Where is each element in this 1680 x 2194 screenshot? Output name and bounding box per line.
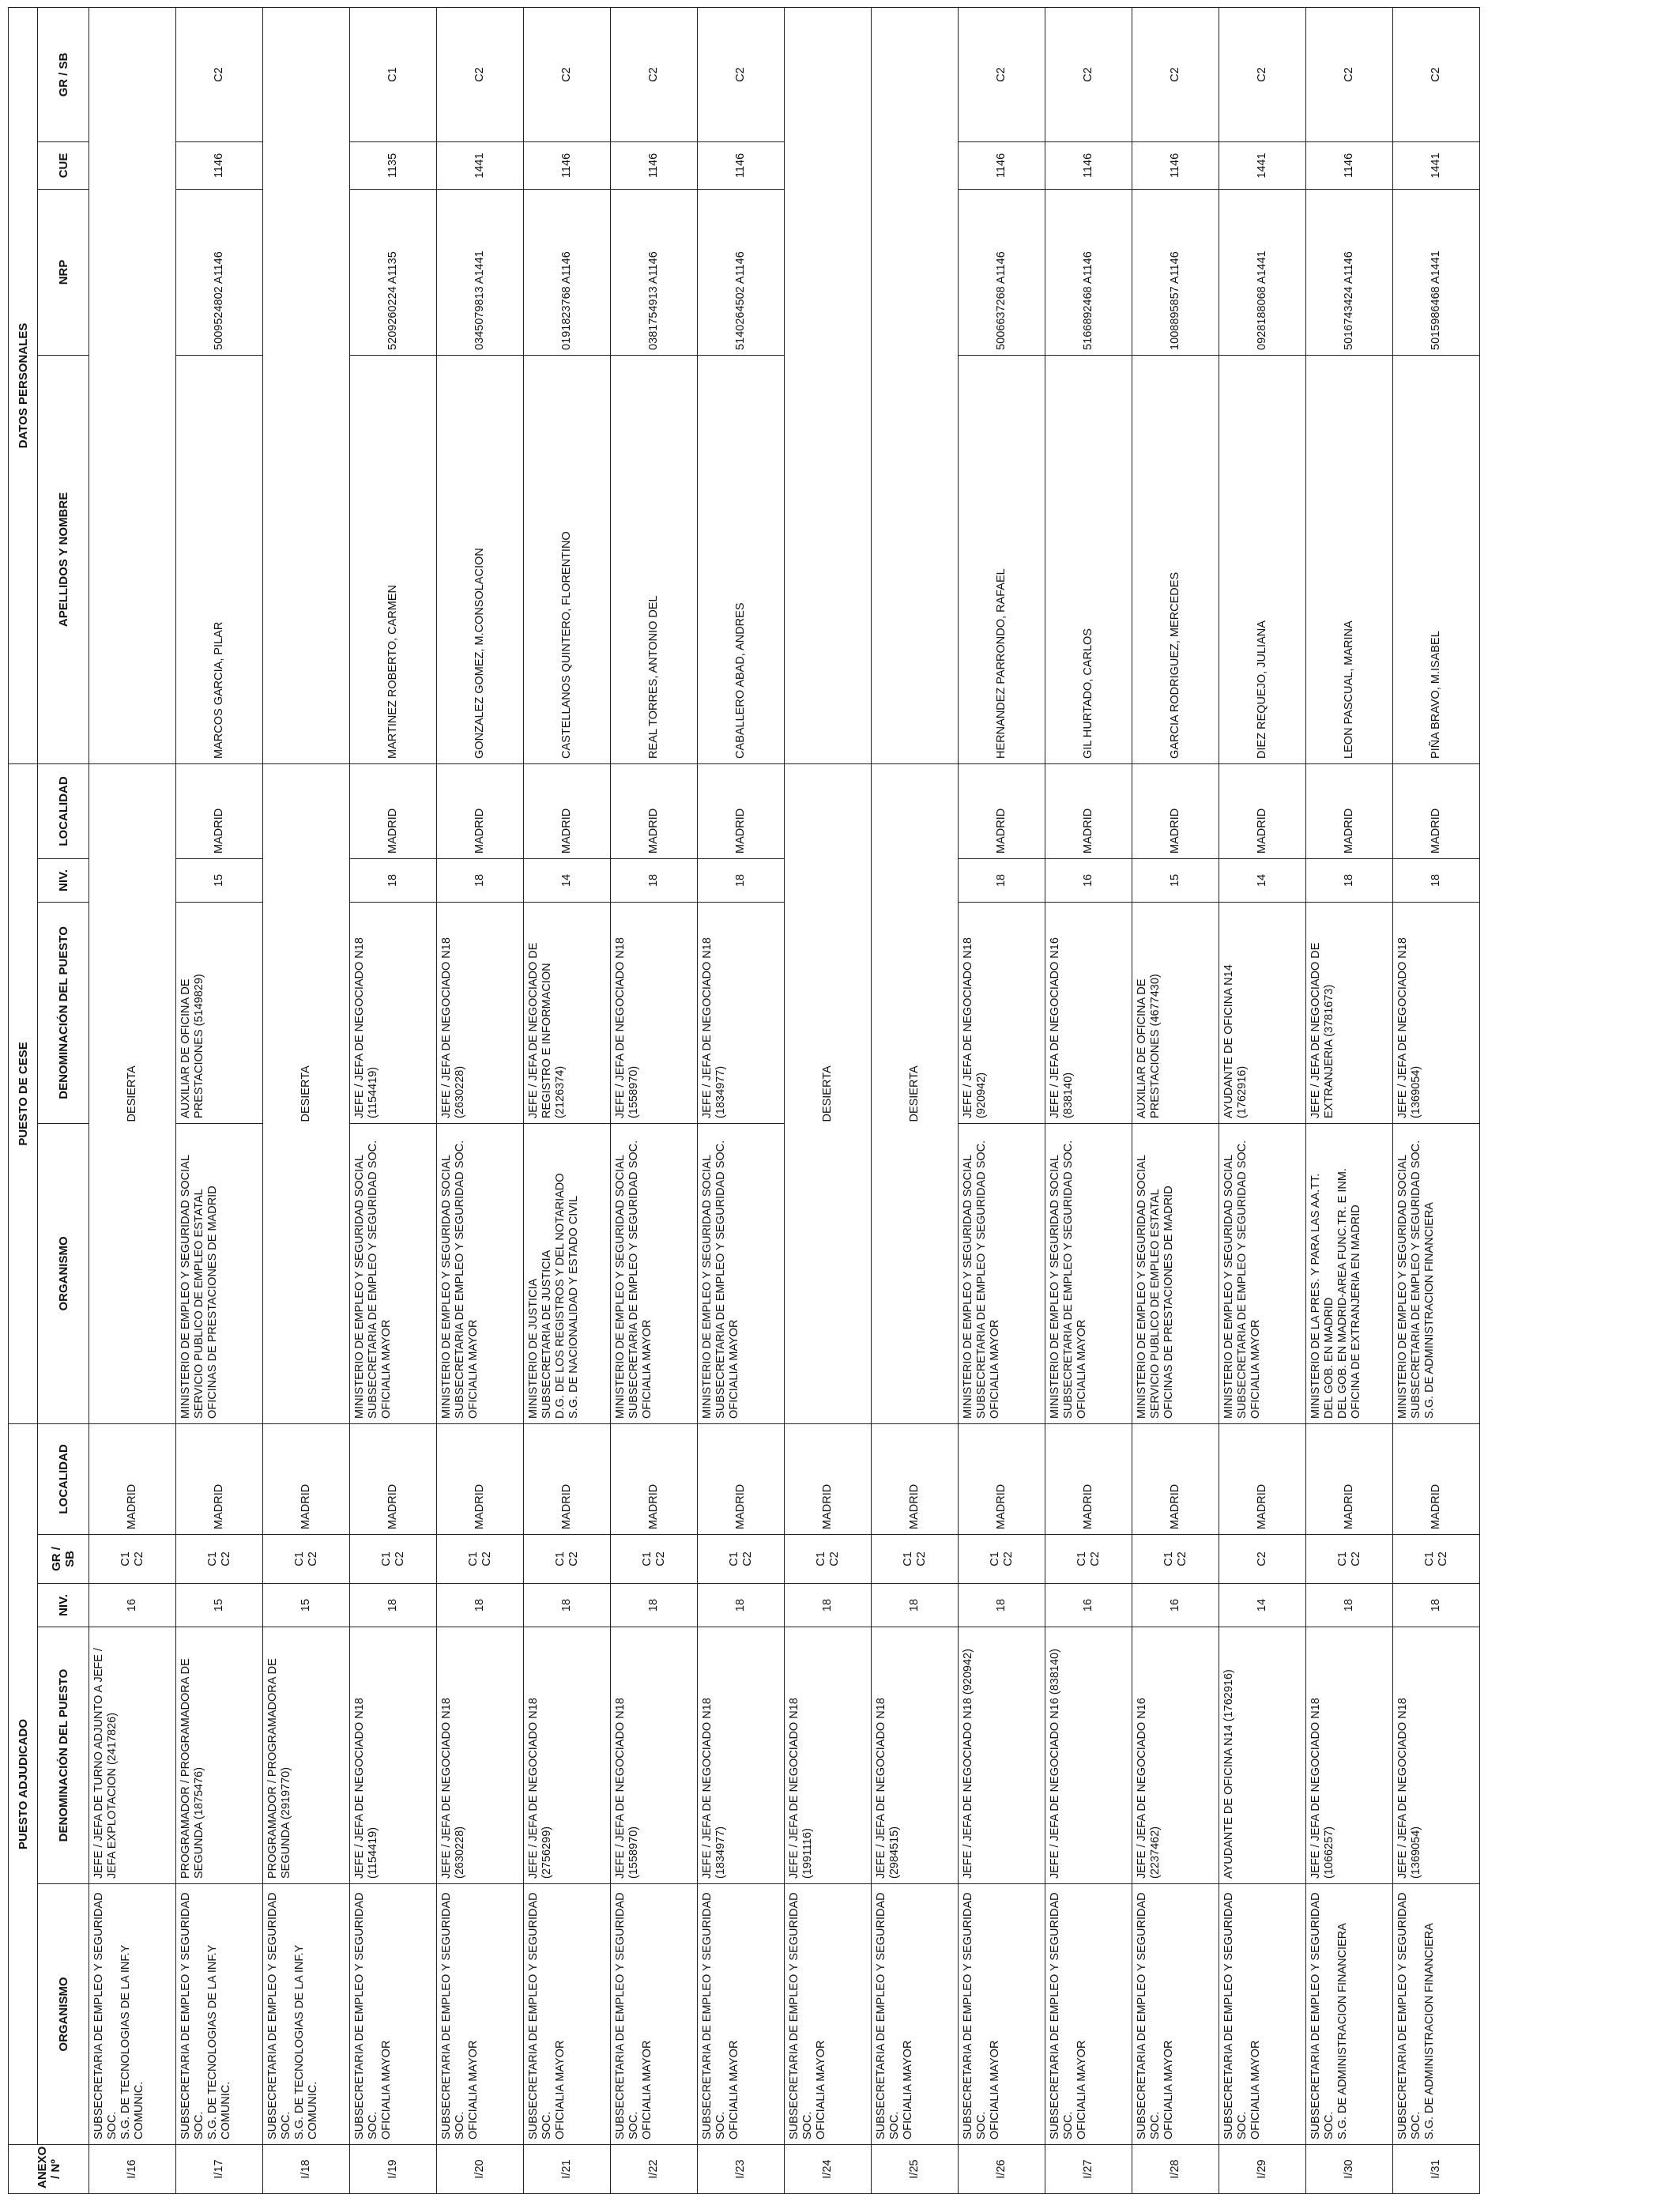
empty-personal-data-cell: [89, 7, 176, 763]
adj-localidad-cell: MADRID: [698, 1423, 785, 1534]
ces-organismo-cell: MINISTERIO DE LA PRES. Y PARA LAS AA.TT. DEL GOB. EN MADRID DEL GOB. EN MADRID-AREA FUNC.TR. E INM. OFICINA DE EXTRANJERIA EN MADRID: [1306, 1123, 1393, 1423]
cue-cell: 1146: [1045, 141, 1132, 189]
adj-organismo-cell: SUBSECRETARIA DE EMPLEO Y SEGURIDAD SOC. OFICIALIA MAYOR: [698, 1884, 785, 2145]
cue-cell: 1146: [698, 141, 785, 189]
adj-niv-cell: 18: [1306, 1584, 1393, 1627]
table-row: [1219, 7, 1306, 2193]
ces-localidad-cell: MADRID: [1393, 763, 1480, 858]
adj-niv-cell: 18: [437, 1584, 524, 1627]
adj-gr-sb-cell: C1 C2: [437, 1535, 524, 1584]
ces-niv-cell: 18: [1306, 858, 1393, 902]
ces-localidad-cell: MADRID: [176, 763, 263, 858]
cue-cell: 1146: [611, 141, 698, 189]
ces-organismo-cell: MINISTERIO DE JUSTICIA SUBSECRETARIA DE JUSTICIA D.G. DE LOS REGISTROS Y DEL NOTARIADO S.G. DE NACIONALIDAD Y ESTADO CIVIL: [524, 1123, 611, 1423]
adj-localidad-cell: MADRID: [1045, 1423, 1132, 1534]
anexo-cell: I/22: [611, 2145, 698, 2194]
adj-localidad-cell: MADRID: [1132, 1423, 1219, 1534]
ces-localidad-cell: MADRID: [611, 763, 698, 858]
group-header-row: [9, 7, 38, 2193]
col-header-adj-localidad: LOCALIDAD: [38, 1423, 89, 1534]
desierta-cell: DESIERTA: [263, 763, 350, 1423]
adj-niv-cell: 15: [176, 1584, 263, 1627]
col-header-ces-niv: NIV.: [38, 858, 89, 902]
nrp-cell: 5009524802 A1146: [176, 189, 263, 355]
gr-sb-cell: C2: [611, 7, 698, 141]
adj-niv-cell: 18: [872, 1584, 959, 1627]
adj-niv-cell: 15: [263, 1584, 350, 1627]
apellidos-nombre-cell: LEON PASCUAL, MARINA: [1306, 355, 1393, 763]
apellidos-nombre-cell: GARCIA RODRIGUEZ, MERCEDES: [1132, 355, 1219, 763]
anexo-cell: I/18: [263, 2145, 350, 2194]
apellidos-nombre-cell: HERNANDEZ PARRONDO, RAFAEL: [959, 355, 1045, 763]
ces-organismo-cell: MINISTERIO DE EMPLEO Y SEGURIDAD SOCIAL SUBSECRETARIA DE EMPLEO Y SEGURIDAD SOC. OFICIALIA MAYOR: [698, 1123, 785, 1423]
adj-organismo-cell: SUBSECRETARIA DE EMPLEO Y SEGURIDAD SOC. OFICIALIA MAYOR: [959, 1884, 1045, 2145]
nrp-cell: 0928188068 A1441: [1219, 189, 1306, 355]
ces-denominacion-cell: JEFE / JEFA DE NEGOCIADO N18 (1558970): [611, 902, 698, 1123]
adj-localidad-cell: MADRID: [437, 1423, 524, 1534]
anexo-cell: I/30: [1306, 2145, 1393, 2194]
adj-localidad-cell: MADRID: [176, 1423, 263, 1534]
ces-niv-cell: 18: [350, 858, 437, 902]
resolution-table: [8, 7, 1480, 2194]
gr-sb-cell: C2: [1306, 7, 1393, 141]
group-header-datos-personales: DATOS PERSONALES: [9, 7, 38, 763]
table-row: [263, 7, 350, 2193]
gr-sb-cell: C2: [176, 7, 263, 141]
adj-localidad-cell: MADRID: [1306, 1423, 1393, 1534]
col-header-adj-organismo: ORGANISMO: [38, 1884, 89, 2145]
adj-gr-sb-cell: C2: [1219, 1535, 1306, 1584]
col-header-nrp: NRP: [38, 189, 89, 355]
adj-denominacion-cell: JEFE / JEFA DE NEGOCIADO N18 (1369054): [1393, 1627, 1480, 1884]
ces-denominacion-cell: JEFE / JEFA DE NEGOCIADO N16 (838140): [1045, 902, 1132, 1123]
cue-cell: 1146: [959, 141, 1045, 189]
adj-niv-cell: 18: [611, 1584, 698, 1627]
ces-localidad-cell: MADRID: [1132, 763, 1219, 858]
anexo-cell: I/31: [1393, 2145, 1480, 2194]
ces-organismo-cell: MINISTERIO DE EMPLEO Y SEGURIDAD SOCIAL SUBSECRETARIA DE EMPLEO Y SEGURIDAD SOC. OFICIALIA MAYOR: [437, 1123, 524, 1423]
col-header-ces-localidad: LOCALIDAD: [38, 763, 89, 858]
anexo-cell: I/19: [350, 2145, 437, 2194]
ces-niv-cell: 14: [1219, 858, 1306, 902]
anexo-cell: I/17: [176, 2145, 263, 2194]
ces-organismo-cell: MINISTERIO DE EMPLEO Y SEGURIDAD SOCIAL SUBSECRETARIA DE EMPLEO Y SEGURIDAD SOC. OFICIALIA MAYOR: [959, 1123, 1045, 1423]
adj-niv-cell: 14: [1219, 1584, 1306, 1627]
adj-gr-sb-cell: C1 C2: [89, 1535, 176, 1584]
table-row: [785, 7, 872, 2193]
col-header-adj-gr-sb: GR / SB: [38, 1535, 89, 1584]
adj-gr-sb-cell: C1 C2: [1045, 1535, 1132, 1584]
ces-organismo-cell: MINISTERIO DE EMPLEO Y SEGURIDAD SOCIAL SUBSECRETARIA DE EMPLEO Y SEGURIDAD SOC. OFICIALIA MAYOR: [1219, 1123, 1306, 1423]
table-row: [1306, 7, 1393, 2193]
adj-denominacion-cell: JEFE / JEFA DE NEGOCIADO N16 (838140): [1045, 1627, 1132, 1884]
cue-cell: 1146: [1132, 141, 1219, 189]
adj-gr-sb-cell: C1 C2: [1132, 1535, 1219, 1584]
adj-organismo-cell: SUBSECRETARIA DE EMPLEO Y SEGURIDAD SOC. OFICIALIA MAYOR: [524, 1884, 611, 2145]
anexo-cell: I/21: [524, 2145, 611, 2194]
adj-niv-cell: 18: [785, 1584, 872, 1627]
adj-organismo-cell: SUBSECRETARIA DE EMPLEO Y SEGURIDAD SOC. OFICIALIA MAYOR: [1045, 1884, 1132, 2145]
col-header-gr-sb: GR / SB: [38, 7, 89, 141]
gr-sb-cell: C1: [350, 7, 437, 141]
table-row: [437, 7, 524, 2193]
nrp-cell: 5209260224 A1135: [350, 189, 437, 355]
desierta-cell: DESIERTA: [89, 763, 176, 1423]
table-body: [89, 7, 1480, 2193]
adj-denominacion-cell: JEFE / JEFA DE NEGOCIADO N18 (2984515): [872, 1627, 959, 1884]
adj-denominacion-cell: PROGRAMADOR / PROGRAMADORA DE SEGUNDA (2919770): [263, 1627, 350, 1884]
adj-denominacion-cell: JEFE / JEFA DE NEGOCIADO N16 (2237462): [1132, 1627, 1219, 1884]
nrp-cell: 1008895857 A1146: [1132, 189, 1219, 355]
adj-denominacion-cell: JEFE / JEFA DE TURNO ADJUNTO A JEFE / JEFA EXPLOTACION (2417826): [89, 1627, 176, 1884]
ces-denominacion-cell: JEFE / JEFA DE NEGOCIADO DE EXTRANJERIA (3781673): [1306, 902, 1393, 1123]
ces-denominacion-cell: AYUDANTE DE OFICINA N14 (1762916): [1219, 902, 1306, 1123]
apellidos-nombre-cell: REAL TORRES, ANTONIO DEL: [611, 355, 698, 763]
adj-denominacion-cell: JEFE / JEFA DE NEGOCIADO N18 (1834977): [698, 1627, 785, 1884]
ces-organismo-cell: MINISTERIO DE EMPLEO Y SEGURIDAD SOCIAL SUBSECRETARIA DE EMPLEO Y SEGURIDAD SOC. OFICIALIA MAYOR: [1045, 1123, 1132, 1423]
adj-gr-sb-cell: C1 C2: [872, 1535, 959, 1584]
table-row: [959, 7, 1045, 2193]
ces-denominacion-cell: AUXILIAR DE OFICINA DE PRESTACIONES (5149829): [176, 902, 263, 1123]
gr-sb-cell: C2: [524, 7, 611, 141]
ces-niv-cell: 18: [1393, 858, 1480, 902]
table-row: [1393, 7, 1480, 2193]
apellidos-nombre-cell: PIÑA BRAVO, M.ISABEL: [1393, 355, 1480, 763]
adj-organismo-cell: SUBSECRETARIA DE EMPLEO Y SEGURIDAD SOC. S.G. DE TECNOLOGIAS DE LA INF.Y COMUNIC.: [263, 1884, 350, 2145]
table-row: [176, 7, 263, 2193]
gr-sb-cell: C2: [1045, 7, 1132, 141]
anexo-cell: I/16: [89, 2145, 176, 2194]
adj-niv-cell: 16: [89, 1584, 176, 1627]
ces-denominacion-cell: JEFE / JEFA DE NEGOCIADO N18 (1369054): [1393, 902, 1480, 1123]
adj-gr-sb-cell: C1 C2: [1393, 1535, 1480, 1584]
ces-denominacion-cell: JEFE / JEFA DE NEGOCIADO N18 (1834977): [698, 902, 785, 1123]
adj-organismo-cell: SUBSECRETARIA DE EMPLEO Y SEGURIDAD SOC. S.G. DE ADMINISTRACION FINANCIERA: [1306, 1884, 1393, 2145]
adj-organismo-cell: SUBSECRETARIA DE EMPLEO Y SEGURIDAD SOC. OFICIALIA MAYOR: [611, 1884, 698, 2145]
anexo-cell: I/27: [1045, 2145, 1132, 2194]
cue-cell: 1441: [1219, 141, 1306, 189]
desierta-cell: DESIERTA: [872, 763, 959, 1423]
adj-niv-cell: 18: [350, 1584, 437, 1627]
adj-organismo-cell: SUBSECRETARIA DE EMPLEO Y SEGURIDAD SOC. OFICIALIA MAYOR: [437, 1884, 524, 2145]
gr-sb-cell: C2: [1393, 7, 1480, 141]
col-header-anexo: ANEXO / Nº: [9, 2145, 89, 2194]
adj-localidad-cell: MADRID: [350, 1423, 437, 1534]
cue-cell: 1146: [524, 141, 611, 189]
adj-organismo-cell: SUBSECRETARIA DE EMPLEO Y SEGURIDAD SOC. OFICIALIA MAYOR: [872, 1884, 959, 2145]
adj-localidad-cell: MADRID: [785, 1423, 872, 1534]
adj-organismo-cell: SUBSECRETARIA DE EMPLEO Y SEGURIDAD SOC. OFICIALIA MAYOR: [1219, 1884, 1306, 2145]
ces-localidad-cell: MADRID: [1045, 763, 1132, 858]
column-header-row: [38, 7, 89, 2193]
table-row: [872, 7, 959, 2193]
adj-denominacion-cell: JEFE / JEFA DE NEGOCIADO N18 (1558970): [611, 1627, 698, 1884]
ces-organismo-cell: MINISTERIO DE EMPLEO Y SEGURIDAD SOCIAL SERVICIO PUBLICO DE EMPLEO ESTATAL OFICINAS DE PRESTACIONES DE MADRID: [176, 1123, 263, 1423]
ces-denominacion-cell: JEFE / JEFA DE NEGOCIADO N18 (2630228): [437, 902, 524, 1123]
adj-denominacion-cell: JEFE / JEFA DE NEGOCIADO N18 (2756299): [524, 1627, 611, 1884]
apellidos-nombre-cell: GONZALEZ GOMEZ, M.CONSOLACION: [437, 355, 524, 763]
table-row: [1132, 7, 1219, 2193]
group-header-puesto-cese: PUESTO DE CESE: [9, 763, 38, 1423]
ces-niv-cell: 14: [524, 858, 611, 902]
adj-gr-sb-cell: C1 C2: [524, 1535, 611, 1584]
ces-localidad-cell: MADRID: [698, 763, 785, 858]
col-header-adj-niv: NIV.: [38, 1584, 89, 1627]
adj-denominacion-cell: JEFE / JEFA DE NEGOCIADO N18 (920942): [959, 1627, 1045, 1884]
adj-gr-sb-cell: C1 C2: [350, 1535, 437, 1584]
adj-localidad-cell: MADRID: [872, 1423, 959, 1534]
gr-sb-cell: C2: [1132, 7, 1219, 141]
adj-gr-sb-cell: C1 C2: [611, 1535, 698, 1584]
col-header-ces-denominacion: DENOMINACIÓN DEL PUESTO: [38, 902, 89, 1123]
desierta-cell: DESIERTA: [785, 763, 872, 1423]
cue-cell: 1441: [1393, 141, 1480, 189]
apellidos-nombre-cell: MARTINEZ ROBERTO, CARMEN: [350, 355, 437, 763]
nrp-cell: 0381754913 A1146: [611, 189, 698, 355]
anexo-cell: I/25: [872, 2145, 959, 2194]
adj-localidad-cell: MADRID: [89, 1423, 176, 1534]
empty-personal-data-cell: [263, 7, 350, 763]
anexo-cell: I/20: [437, 2145, 524, 2194]
gr-sb-cell: C2: [698, 7, 785, 141]
adj-gr-sb-cell: C1 C2: [1306, 1535, 1393, 1584]
table-row: [524, 7, 611, 2193]
ces-niv-cell: 18: [698, 858, 785, 902]
ces-denominacion-cell: JEFE / JEFA DE NEGOCIADO N18 (920942): [959, 902, 1045, 1123]
table-row: [350, 7, 437, 2193]
ces-denominacion-cell: AUXILIAR DE OFICINA DE PRESTACIONES (4677430): [1132, 902, 1219, 1123]
empty-personal-data-cell: [785, 7, 872, 763]
adj-gr-sb-cell: C1 C2: [263, 1535, 350, 1584]
cue-cell: 1135: [350, 141, 437, 189]
adj-denominacion-cell: JEFE / JEFA DE NEGOCIADO N18 (1066257): [1306, 1627, 1393, 1884]
adj-localidad-cell: MADRID: [959, 1423, 1045, 1534]
gr-sb-cell: C2: [437, 7, 524, 141]
ces-denominacion-cell: JEFE / JEFA DE NEGOCIADO DE REGISTRO E INFORMACION (2126374): [524, 902, 611, 1123]
ces-localidad-cell: MADRID: [350, 763, 437, 858]
adj-niv-cell: 18: [1393, 1584, 1480, 1627]
ces-organismo-cell: MINISTERIO DE EMPLEO Y SEGURIDAD SOCIAL SUBSECRETARIA DE EMPLEO Y SEGURIDAD SOC. OFICIALIA MAYOR: [350, 1123, 437, 1423]
adj-gr-sb-cell: C1 C2: [959, 1535, 1045, 1584]
anexo-cell: I/24: [785, 2145, 872, 2194]
adj-localidad-cell: MADRID: [524, 1423, 611, 1534]
col-header-cue: CUE: [38, 141, 89, 189]
adj-niv-cell: 16: [1045, 1584, 1132, 1627]
table-row: [698, 7, 785, 2193]
ces-organismo-cell: MINISTERIO DE EMPLEO Y SEGURIDAD SOCIAL SUBSECRETARIA DE EMPLEO Y SEGURIDAD SOC. OFICIALIA MAYOR: [611, 1123, 698, 1423]
adj-localidad-cell: MADRID: [1393, 1423, 1480, 1534]
anexo-cell: I/29: [1219, 2145, 1306, 2194]
table-row: [89, 7, 176, 2193]
empty-personal-data-cell: [872, 7, 959, 763]
ces-niv-cell: 18: [611, 858, 698, 902]
apellidos-nombre-cell: MARCOS GARCIA, PILAR: [176, 355, 263, 763]
ces-localidad-cell: MADRID: [524, 763, 611, 858]
adj-niv-cell: 18: [959, 1584, 1045, 1627]
ces-organismo-cell: MINISTERIO DE EMPLEO Y SEGURIDAD SOCIAL SUBSECRETARIA DE EMPLEO Y SEGURIDAD SOC. S.G. DE ADMINISTRACION FINANCIERA: [1393, 1123, 1480, 1423]
ces-denominacion-cell: JEFE / JEFA DE NEGOCIADO N18 (1154419): [350, 902, 437, 1123]
anexo-cell: I/26: [959, 2145, 1045, 2194]
adj-organismo-cell: SUBSECRETARIA DE EMPLEO Y SEGURIDAD SOC. OFICIALIA MAYOR: [785, 1884, 872, 2145]
adj-niv-cell: 18: [698, 1584, 785, 1627]
nrp-cell: 5166892468 A1146: [1045, 189, 1132, 355]
adj-denominacion-cell: PROGRAMADOR / PROGRAMADORA DE SEGUNDA (1875476): [176, 1627, 263, 1884]
ces-niv-cell: 15: [1132, 858, 1219, 902]
apellidos-nombre-cell: CASTELLANOS QUINTERO, FLORENTINO: [524, 355, 611, 763]
adj-organismo-cell: SUBSECRETARIA DE EMPLEO Y SEGURIDAD SOC. S.G. DE TECNOLOGIAS DE LA INF.Y COMUNIC.: [89, 1884, 176, 2145]
apellidos-nombre-cell: CABALLERO ABAD, ANDRES: [698, 355, 785, 763]
adj-denominacion-cell: JEFE / JEFA DE NEGOCIADO N18 (2630228): [437, 1627, 524, 1884]
apellidos-nombre-cell: DIEZ REQUEJO, JULIANA: [1219, 355, 1306, 763]
nrp-cell: 5140264502 A1146: [698, 189, 785, 355]
ces-organismo-cell: MINISTERIO DE EMPLEO Y SEGURIDAD SOCIAL SERVICIO PUBLICO DE EMPLEO ESTATAL OFICINAS DE PRESTACIONES DE MADRID: [1132, 1123, 1219, 1423]
table-row: [611, 7, 698, 2193]
adj-localidad-cell: MADRID: [263, 1423, 350, 1534]
cue-cell: 1441: [437, 141, 524, 189]
ces-localidad-cell: MADRID: [1219, 763, 1306, 858]
ces-localidad-cell: MADRID: [959, 763, 1045, 858]
gr-sb-cell: C2: [1219, 7, 1306, 141]
apellidos-nombre-cell: GIL HURTADO, CARLOS: [1045, 355, 1132, 763]
col-header-adj-denominacion: DENOMINACIÓN DEL PUESTO: [38, 1627, 89, 1884]
ces-localidad-cell: MADRID: [1306, 763, 1393, 858]
nrp-cell: 5006637268 A1146: [959, 189, 1045, 355]
ces-niv-cell: 15: [176, 858, 263, 902]
nrp-cell: 5015986468 A1441: [1393, 189, 1480, 355]
nrp-cell: 0345079813 A1441: [437, 189, 524, 355]
adj-organismo-cell: SUBSECRETARIA DE EMPLEO Y SEGURIDAD SOC. OFICIALIA MAYOR: [1132, 1884, 1219, 2145]
nrp-cell: 0191823768 A1146: [524, 189, 611, 355]
ces-niv-cell: 16: [1045, 858, 1132, 902]
adj-organismo-cell: SUBSECRETARIA DE EMPLEO Y SEGURIDAD SOC. S.G. DE ADMINISTRACION FINANCIERA: [1393, 1884, 1480, 2145]
ces-niv-cell: 18: [959, 858, 1045, 902]
adj-organismo-cell: SUBSECRETARIA DE EMPLEO Y SEGURIDAD SOC. S.G. DE TECNOLOGIAS DE LA INF.Y COMUNIC.: [176, 1884, 263, 2145]
col-header-ces-organismo: ORGANISMO: [38, 1123, 89, 1423]
adj-denominacion-cell: JEFE / JEFA DE NEGOCIADO N18 (1991116): [785, 1627, 872, 1884]
group-header-puesto-adjudicado: PUESTO ADJUDICADO: [9, 1423, 38, 2144]
nrp-cell: 5016743424 A1146: [1306, 189, 1393, 355]
ces-niv-cell: 18: [437, 858, 524, 902]
adj-denominacion-cell: AYUDANTE DE OFICINA N14 (1762916): [1219, 1627, 1306, 1884]
adj-niv-cell: 18: [524, 1584, 611, 1627]
anexo-cell: I/23: [698, 2145, 785, 2194]
cue-cell: 1146: [1306, 141, 1393, 189]
col-header-apellidos-nombre: APELLIDOS Y NOMBRE: [38, 355, 89, 763]
gr-sb-cell: C2: [959, 7, 1045, 141]
anexo-cell: I/28: [1132, 2145, 1219, 2194]
cue-cell: 1146: [176, 141, 263, 189]
ces-localidad-cell: MADRID: [437, 763, 524, 858]
adj-gr-sb-cell: C1 C2: [698, 1535, 785, 1584]
adj-localidad-cell: MADRID: [611, 1423, 698, 1534]
adj-denominacion-cell: JEFE / JEFA DE NEGOCIADO N18 (1154419): [350, 1627, 437, 1884]
adj-organismo-cell: SUBSECRETARIA DE EMPLEO Y SEGURIDAD SOC. OFICIALIA MAYOR: [350, 1884, 437, 2145]
adj-gr-sb-cell: C1 C2: [785, 1535, 872, 1584]
table-row: [1045, 7, 1132, 2193]
adj-niv-cell: 16: [1132, 1584, 1219, 1627]
adj-localidad-cell: MADRID: [1219, 1423, 1306, 1534]
adj-gr-sb-cell: C1 C2: [176, 1535, 263, 1584]
